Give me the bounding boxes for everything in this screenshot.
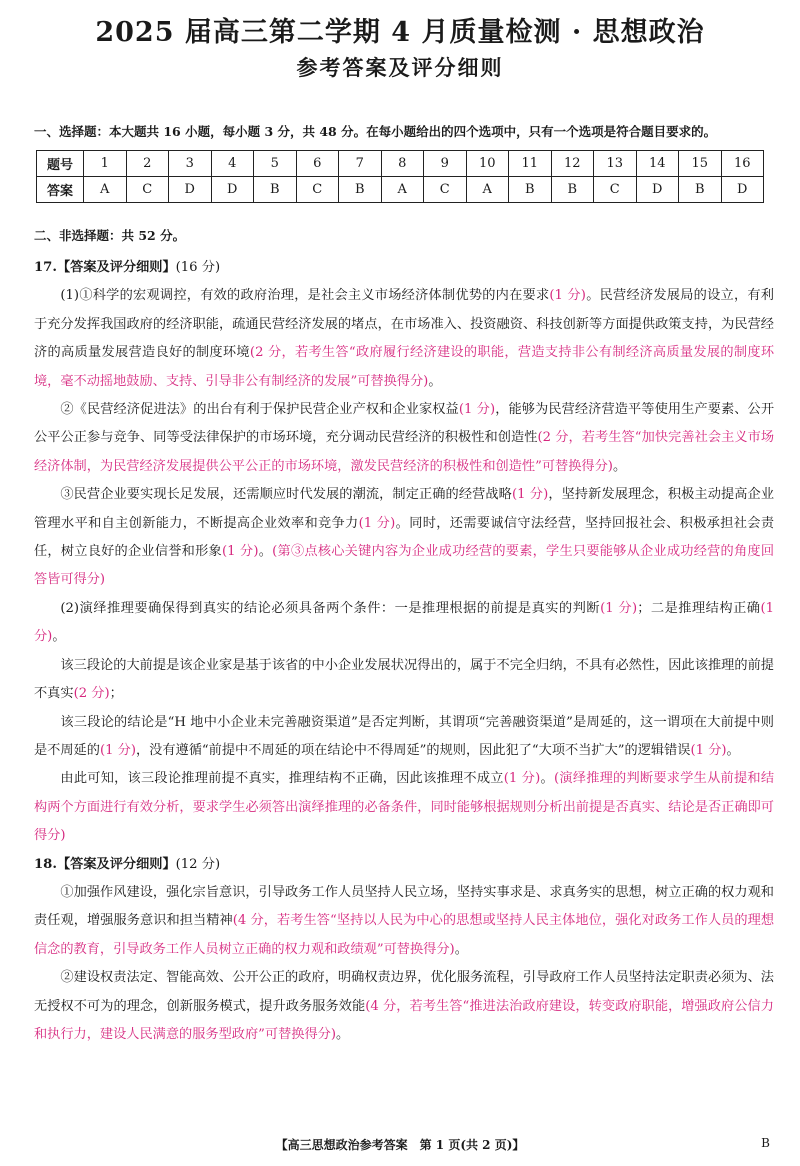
answer-cell: A (466, 177, 509, 203)
question-number-cell: 12 (551, 151, 594, 177)
grading-note: (演绎推理的判断要求学生从前提和结构两个方面进行有效分析，要求学生必须答出演绎推理的必备条件，同时能够根据规则分析出前提是否真实、结论是否正确即可得分) (34, 771, 775, 844)
text: 由此可知，该三段论推理前提不真实，推理结构不正确，因此该推理不成立 (60, 771, 504, 787)
q17-heading (34, 254, 774, 282)
text: ；二是推理结构正确 (637, 600, 761, 616)
section-one-heading: 一、选择题：本大题共 16 小题，每小题 3 分，共 48 分。在每小题给出的四个选项中，只有一个选项是符合题目要求的。 (34, 124, 717, 139)
answer-cell: C (296, 177, 339, 203)
answer-cell: A (381, 177, 424, 203)
question-number-cell: 4 (211, 151, 254, 177)
question-number-cell: 13 (594, 151, 637, 177)
answer-cell: D (636, 177, 679, 203)
question-number-cell: 7 (339, 151, 382, 177)
question-number-cell: 10 (466, 151, 509, 177)
q18-para-2 (34, 964, 774, 1049)
text: ②建设权责法定、智能高效、公开公正的政府，明确权责边界，优化服务流程，引导政府工作人员坚持法定职责必须为、法无授权不可为的理念，创新服务模式，提升政务服务效能 (34, 970, 774, 1014)
question-number-cell: 5 (254, 151, 297, 177)
text: 。 (336, 1026, 350, 1042)
text: (2)演绎推理要确保得到真实的结论必须具备两个条件：一是推理根据的前提是真实的判断 (60, 600, 601, 616)
answer-cell: B (679, 177, 722, 203)
score-note: (1 分) (221, 544, 259, 560)
score-note: (4 分，若考生答“推进法治政府建设，转变政府职能，增强政府公信力和执行力，建设人民满意的服务型政府”可替换得分) (34, 998, 774, 1042)
answer-table (36, 150, 764, 203)
answer-cell: D (211, 177, 254, 203)
score-note: (1 分) (690, 742, 727, 758)
text: ，能够为民营经济营造平等使用生产要素、公开公平公正参与竞争、同等受法律保护的市场环境，充分调动民营经济的积极性和创造性 (34, 402, 775, 446)
answer-cell: D (169, 177, 212, 203)
answer-cell: D (721, 177, 764, 203)
text: 。 (52, 629, 66, 645)
page-subtitle: 参考答案及评分细则 (296, 55, 504, 80)
answer-cell: B (551, 177, 594, 203)
q18-title: 18.【答案及评分细则】 (34, 856, 176, 872)
score-note: (4 分，若考生答“坚持以人民为中心的思想或坚持人民主体地位，强化对政务工作人员的理想信念的教育，引导政务工作人员树立正确的权力观和政绩观”可替换得分) (34, 913, 775, 957)
question-number-cell: 16 (721, 151, 764, 177)
question-number-cell: 2 (126, 151, 169, 177)
score-note: (1 分) (549, 288, 586, 304)
score-note: (2 分，若考生答“加快完善社会主义市场经济体制，为民营经济发展提供公平公正的市场环境，激发民营经济的积极性和创造性”可替换得分) (34, 430, 775, 474)
text: ，没有遵循“前提中不周延的项在结论中不得周延”的规则，因此犯了“大项不当扩大”的逻辑错误 (136, 742, 691, 758)
grading-note: (第③点核心关键内容为企业成功经营的要素，学生只要能够从企业成功经营的角度回答皆可得分) (34, 544, 775, 588)
text: 该三段论的大前提是该企业家是基于该省的中小企业发展状况得出的，属于不完全归纳，不具有必然性，因此该推理的前提不真实 (34, 657, 774, 702)
row-label: 答案 (37, 177, 84, 203)
score-note: (1 分) (600, 600, 638, 616)
score-note: (1 分) (358, 515, 396, 531)
answer-cell: C (126, 177, 169, 203)
q17-para-3 (34, 481, 774, 595)
q18-para-1 (34, 879, 774, 964)
text: ①加强作风建设，强化宗旨意识，引导政务工作人员坚持人民立场，坚持实事求是、求真务实的思想，树立正确的权力观和责任观，增强服务意识和担当精神 (34, 884, 774, 929)
row-label: 题号 (37, 151, 84, 177)
question-number-cell: 8 (381, 151, 424, 177)
q17-points: (16 分) (175, 260, 221, 275)
q18-points: (12 分) (175, 856, 221, 872)
answer-cell: B (339, 177, 382, 203)
text: 。民营经济发展局的设立，有利于充分发挥我国政府的经济职能，疏通民营经济发展的堵点，在市场准入、投资融资、科技创新等方面提供政策支持，为民营经济的高质量发展营造良好的制度环境 (34, 288, 774, 361)
answer-cell: A (84, 177, 127, 203)
q17-para-5 (34, 652, 774, 709)
answer-body (34, 254, 774, 1049)
answer-cell: C (424, 177, 467, 203)
answer-cell: B (509, 177, 552, 203)
text: ②《民营经济促进法》的出台有利于保护民营企业产权和企业家权益 (60, 402, 459, 418)
page-title: 2025 届高三第二学期 4 月质量检测 · 思想政治 (95, 17, 705, 48)
text: 。同时，还需要诚信守法经营，坚持回报社会、积极承担社会责任，树立良好的企业信誉和形象 (34, 515, 775, 560)
score-note: (1 分) (458, 402, 496, 418)
score-note: (2 分) (73, 686, 110, 702)
score-note: (1 分) (34, 600, 775, 645)
q17-para-4 (34, 595, 774, 652)
q18-heading (34, 851, 774, 879)
question-number-cell: 9 (424, 151, 467, 177)
score-note: (1 分) (99, 742, 136, 758)
text: (1)①科学的宏观调控，有效的政府治理，是社会主义市场经济体制优势的内在要求 (60, 288, 550, 304)
number-row (37, 151, 764, 177)
page-footer: 【高三思想政治参考答案 第 1 页(共 2 页)】 (275, 1138, 525, 1152)
answer-cell: C (594, 177, 637, 203)
score-note: (2 分，若考生答“政府履行经济建设的职能，营造支持非公有制经济高质量发展的制度环境，毫不动摇地鼓励、支持、引导非公有制经济的发展”可替换得分) (34, 345, 775, 389)
answer-cell: B (254, 177, 297, 203)
q17-para-6 (34, 709, 774, 766)
question-number-cell: 6 (296, 151, 339, 177)
q17-para-2 (34, 396, 774, 481)
text: ，坚持新发展理念，积极主动提高企业管理水平和自主创新能力，不断提高企业效率和竞争力 (34, 487, 775, 531)
answer-row (37, 177, 764, 203)
text: 。 (726, 742, 740, 758)
q17-title: 17.【答案及评分细则】 (34, 260, 176, 275)
score-note: (1 分) (503, 771, 541, 787)
question-number-cell: 15 (679, 151, 722, 177)
text: 。 (428, 373, 442, 389)
text: ③民营企业要实现长足发展，还需顺应时代发展的潮流，制定正确的经营战略 (60, 487, 512, 503)
score-note: (1 分) (511, 487, 549, 503)
text: 。 (454, 941, 468, 957)
text: 。 (612, 458, 627, 474)
question-number-cell: 11 (509, 151, 552, 177)
paper-version-mark: B (761, 1136, 770, 1150)
text: ； (109, 686, 123, 702)
text: 。 (540, 771, 554, 787)
section-two-heading: 二、非选择题：共 52 分。 (34, 228, 186, 243)
q17-para-7 (34, 765, 774, 850)
text: 该三段论的结论是“H 地中小企业未完善融资渠道”是否定判断，其谓项“完善融资渠道”是周延的，这一谓项在大前提中则是不周延的 (34, 714, 774, 758)
question-number-cell: 3 (169, 151, 212, 177)
question-number-cell: 14 (636, 151, 679, 177)
question-number-cell: 1 (84, 151, 127, 177)
q17-para-1 (34, 282, 774, 396)
text: 。 (258, 544, 273, 560)
